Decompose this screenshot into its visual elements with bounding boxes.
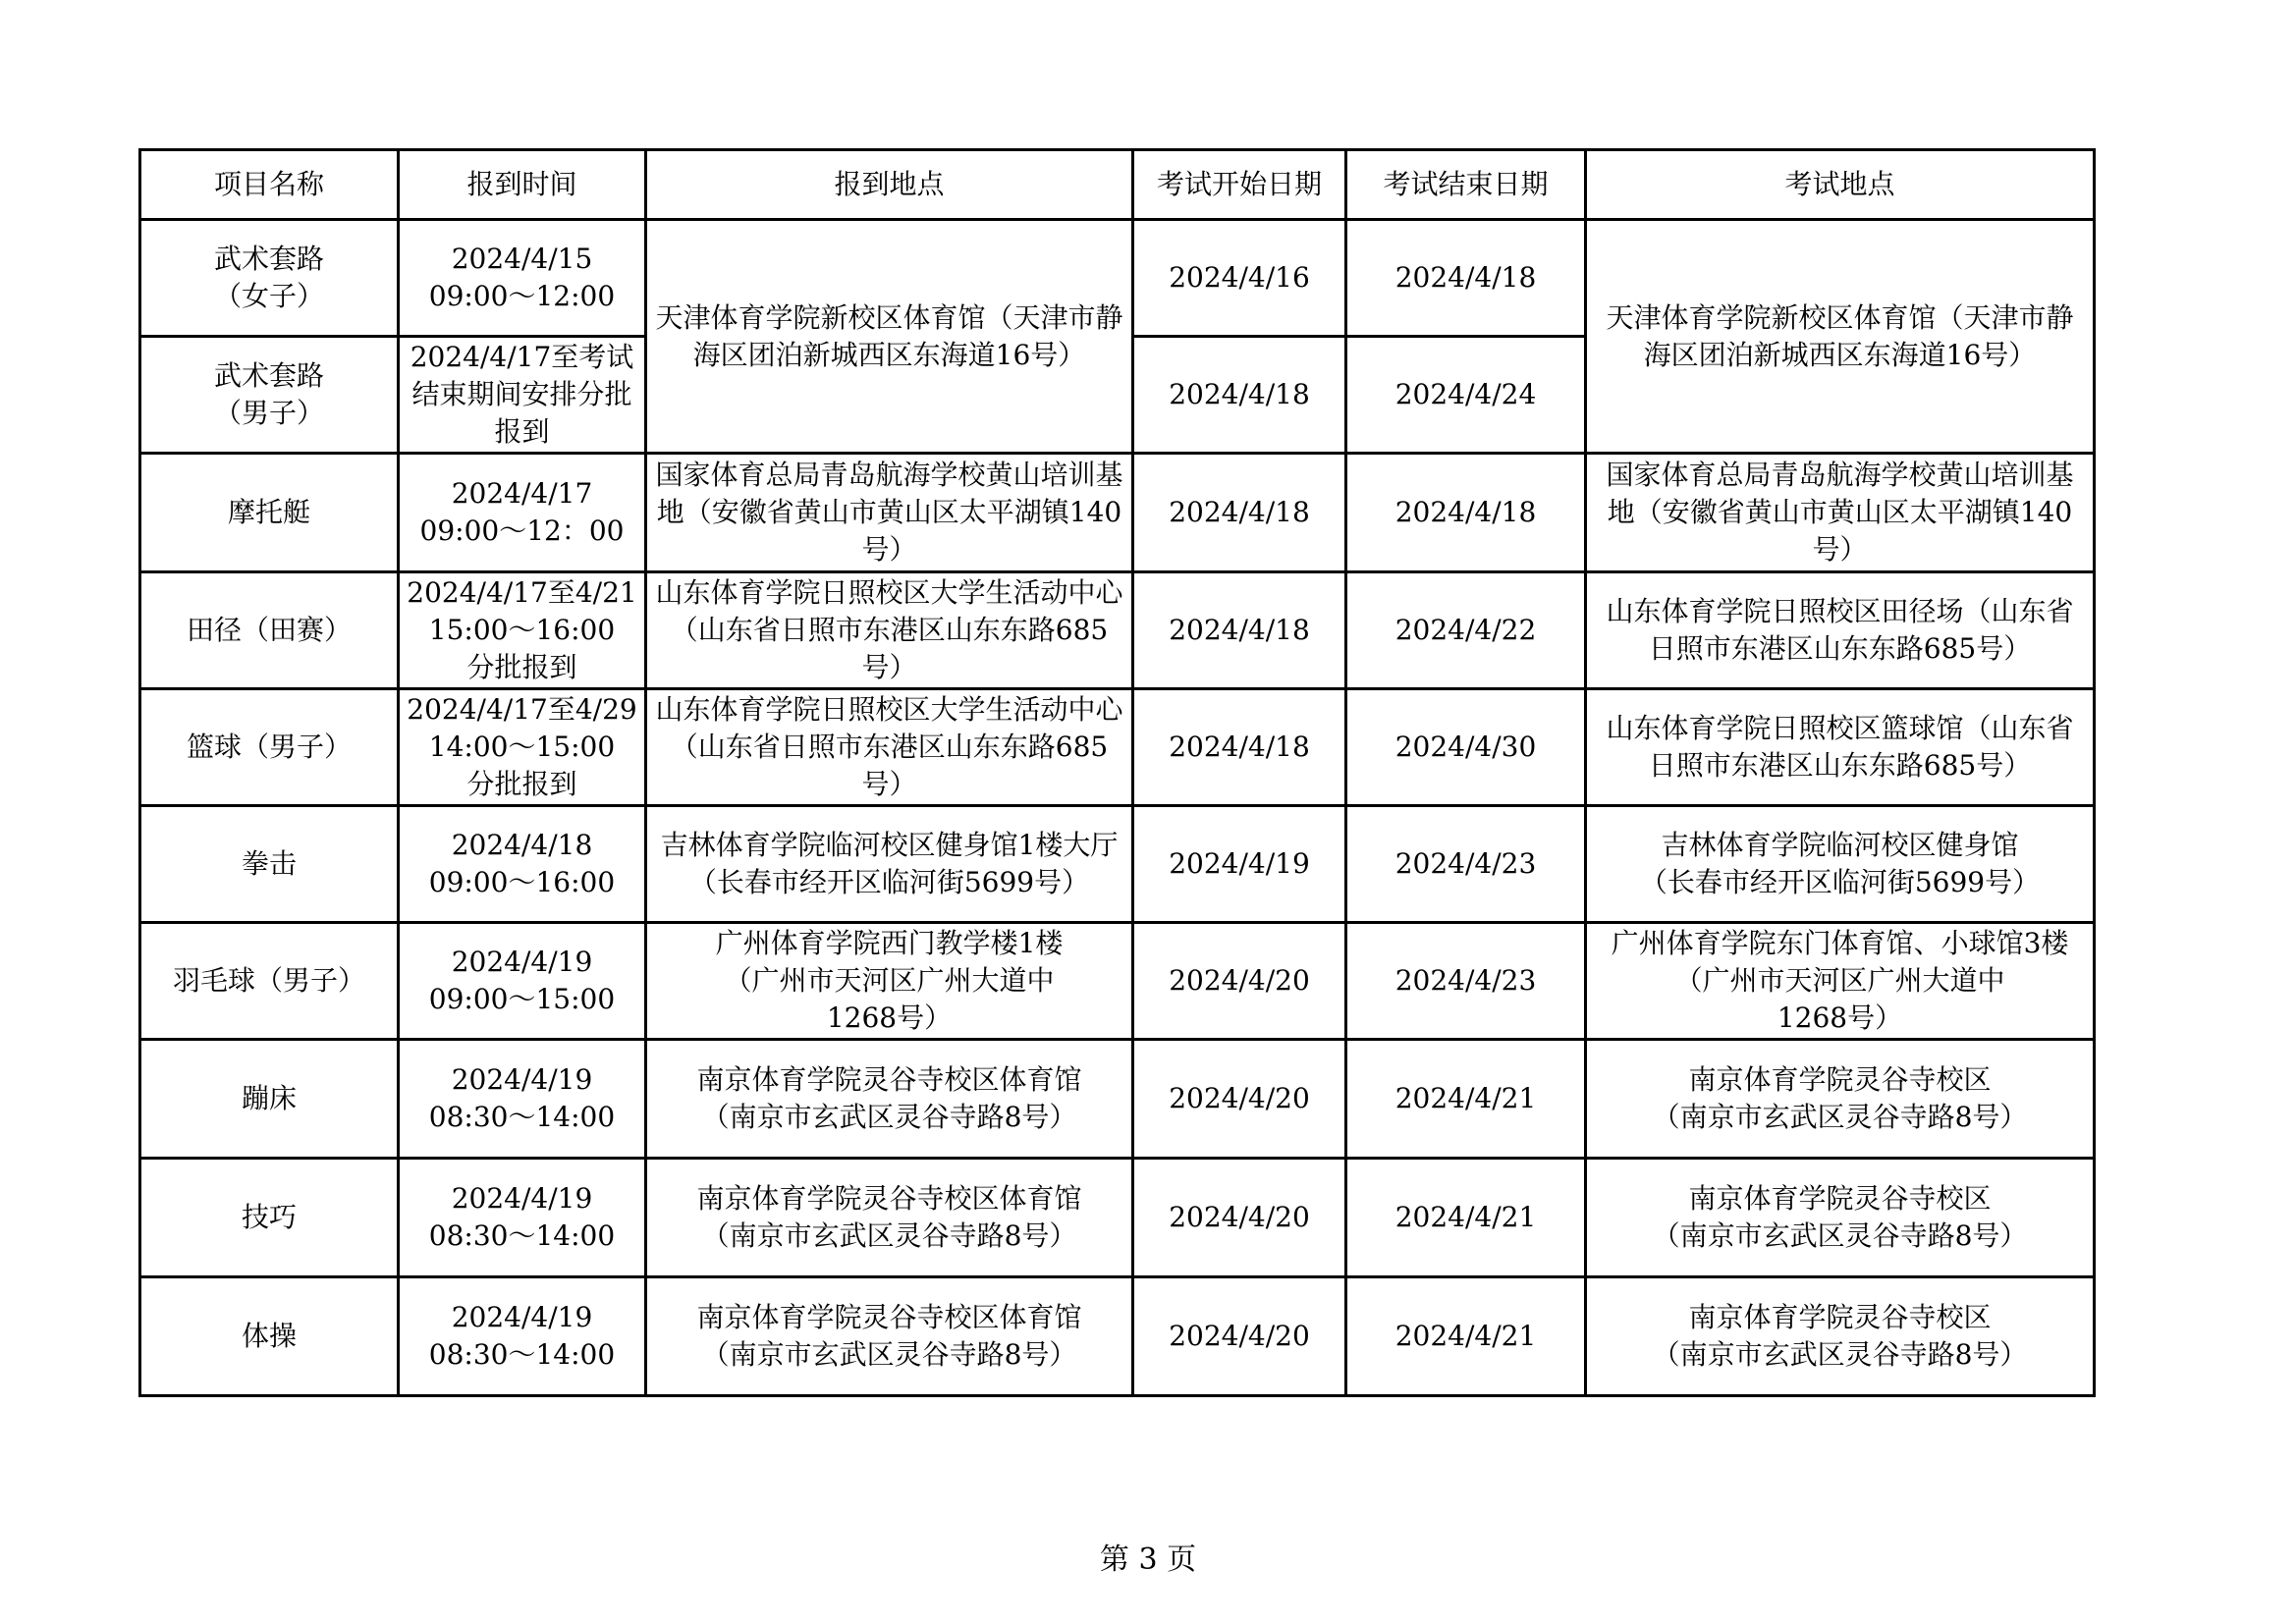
cell-exam-place: 广州体育学院东门体育馆、小球馆3楼（广州市天河区广州大道中 1268号） — [1586, 923, 2095, 1040]
table-row — [140, 454, 2095, 572]
cell-exam-end: 2024/4/21 — [1346, 1040, 1586, 1159]
page-number: 第 3 页 — [1099, 1543, 1197, 1577]
table-header-row — [140, 150, 2095, 220]
cell-item-name: 摩托艇 — [140, 454, 399, 572]
cell-checkin-time: 2024/4/17 09:00～12：00 — [399, 454, 646, 572]
table-row — [140, 572, 2095, 689]
cell-exam-start: 2024/4/19 — [1133, 806, 1346, 923]
cell-exam-start: 2024/4/20 — [1133, 923, 1346, 1040]
cell-exam-start: 2024/4/18 — [1133, 454, 1346, 572]
cell-exam-end: 2024/4/21 — [1346, 1159, 1586, 1277]
cell-item-name: 武术套路 （男子） — [140, 337, 399, 454]
table-row — [140, 1159, 2095, 1277]
cell-item-name: 篮球（男子） — [140, 689, 399, 806]
header-exam-end: 考试结束日期 — [1346, 150, 1586, 220]
cell-checkin-time: 2024/4/17至4/29 14:00～15:00 分批报到 — [399, 689, 646, 806]
cell-checkin-time: 2024/4/17至考试结束期间安排分批报到 — [399, 337, 646, 454]
header-exam-place: 考试地点 — [1586, 150, 2095, 220]
table-row — [140, 689, 2095, 806]
cell-exam-place: 天津体育学院新校区体育馆（天津市静海区团泊新城西区东海道16号） — [1586, 220, 2095, 454]
cell-checkin-time: 2024/4/18 09:00～16:00 — [399, 806, 646, 923]
cell-exam-start: 2024/4/18 — [1133, 337, 1346, 454]
cell-checkin-place: 广州体育学院西门教学楼1楼 （广州市天河区广州大道中 1268号） — [646, 923, 1133, 1040]
cell-item-name: 体操 — [140, 1277, 399, 1396]
cell-exam-place: 吉林体育学院临河校区健身馆 （长春市经开区临河街5699号） — [1586, 806, 2095, 923]
cell-checkin-time: 2024/4/15 09:00～12:00 — [399, 220, 646, 337]
cell-exam-place: 南京体育学院灵谷寺校区 （南京市玄武区灵谷寺路8号） — [1586, 1159, 2095, 1277]
cell-item-name: 武术套路 （女子） — [140, 220, 399, 337]
cell-checkin-time: 2024/4/19 08:30～14:00 — [399, 1277, 646, 1396]
cell-checkin-place: 国家体育总局青岛航海学校黄山培训基地（安徽省黄山市黄山区太平湖镇140号） — [646, 454, 1133, 572]
cell-exam-place: 国家体育总局青岛航海学校黄山培训基地（安徽省黄山市黄山区太平湖镇140号） — [1586, 454, 2095, 572]
cell-exam-end: 2024/4/30 — [1346, 689, 1586, 806]
cell-exam-end: 2024/4/21 — [1346, 1277, 1586, 1396]
header-checkin-time: 报到时间 — [399, 150, 646, 220]
cell-exam-start: 2024/4/20 — [1133, 1159, 1346, 1277]
cell-checkin-place: 山东体育学院日照校区大学生活动中心（山东省日照市东港区山东东路685号） — [646, 572, 1133, 689]
cell-exam-place: 南京体育学院灵谷寺校区 （南京市玄武区灵谷寺路8号） — [1586, 1040, 2095, 1159]
exam-schedule-table — [138, 148, 2096, 1397]
table-row — [140, 923, 2095, 1040]
header-item-name: 项目名称 — [140, 150, 399, 220]
cell-checkin-place: 吉林体育学院临河校区健身馆1楼大厅（长春市经开区临河街5699号） — [646, 806, 1133, 923]
table-row — [140, 806, 2095, 923]
cell-checkin-time: 2024/4/19 09:00～15:00 — [399, 923, 646, 1040]
cell-item-name: 技巧 — [140, 1159, 399, 1277]
cell-checkin-time: 2024/4/19 08:30～14:00 — [399, 1159, 646, 1277]
table-row — [140, 1040, 2095, 1159]
cell-checkin-place: 南京体育学院灵谷寺校区体育馆 （南京市玄武区灵谷寺路8号） — [646, 1277, 1133, 1396]
cell-item-name: 羽毛球（男子） — [140, 923, 399, 1040]
cell-exam-end: 2024/4/23 — [1346, 923, 1586, 1040]
cell-checkin-time: 2024/4/17至4/21 15:00～16:00 分批报到 — [399, 572, 646, 689]
cell-checkin-place: 山东体育学院日照校区大学生活动中心（山东省日照市东港区山东东路685号） — [646, 689, 1133, 806]
cell-checkin-place: 南京体育学院灵谷寺校区体育馆 （南京市玄武区灵谷寺路8号） — [646, 1040, 1133, 1159]
cell-exam-place: 山东体育学院日照校区篮球馆（山东省日照市东港区山东东路685号） — [1586, 689, 2095, 806]
header-checkin-place: 报到地点 — [646, 150, 1133, 220]
cell-exam-end: 2024/4/23 — [1346, 806, 1586, 923]
cell-exam-start: 2024/4/18 — [1133, 689, 1346, 806]
cell-exam-end: 2024/4/18 — [1346, 454, 1586, 572]
cell-item-name: 田径（田赛） — [140, 572, 399, 689]
cell-exam-place: 南京体育学院灵谷寺校区 （南京市玄武区灵谷寺路8号） — [1586, 1277, 2095, 1396]
table-row — [140, 220, 2095, 337]
table-row — [140, 1277, 2095, 1396]
cell-exam-start: 2024/4/20 — [1133, 1040, 1346, 1159]
cell-exam-start: 2024/4/18 — [1133, 572, 1346, 689]
cell-checkin-place: 南京体育学院灵谷寺校区体育馆 （南京市玄武区灵谷寺路8号） — [646, 1159, 1133, 1277]
cell-exam-start: 2024/4/20 — [1133, 1277, 1346, 1396]
cell-exam-end: 2024/4/22 — [1346, 572, 1586, 689]
cell-item-name: 蹦床 — [140, 1040, 399, 1159]
cell-checkin-time: 2024/4/19 08:30～14:00 — [399, 1040, 646, 1159]
cell-exam-end: 2024/4/24 — [1346, 337, 1586, 454]
cell-exam-place: 山东体育学院日照校区田径场（山东省日照市东港区山东东路685号） — [1586, 572, 2095, 689]
cell-item-name: 拳击 — [140, 806, 399, 923]
cell-checkin-place: 天津体育学院新校区体育馆（天津市静海区团泊新城西区东海道16号） — [646, 220, 1133, 454]
cell-exam-start: 2024/4/16 — [1133, 220, 1346, 337]
header-exam-start: 考试开始日期 — [1133, 150, 1346, 220]
cell-exam-end: 2024/4/18 — [1346, 220, 1586, 337]
